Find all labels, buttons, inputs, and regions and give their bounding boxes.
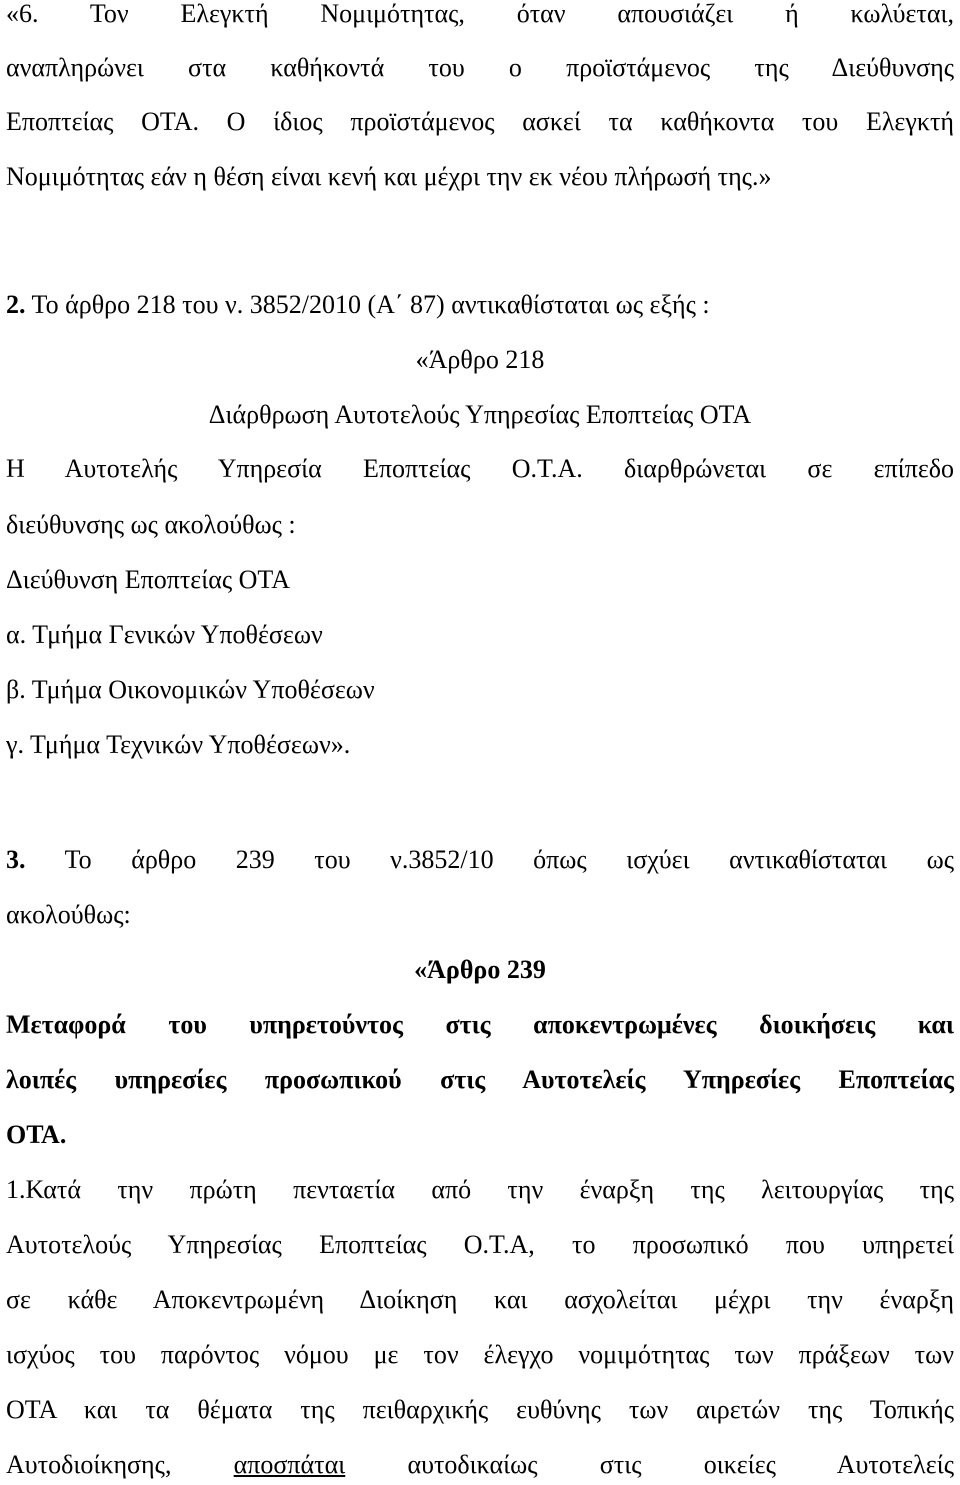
paragraph-line: αναπληρώνει στα καθήκοντά του ο προϊστάμενος της Διεύθυνσης [6, 53, 954, 82]
paragraph-line: Εποπτείας ΟΤΑ. Ο ίδιος προϊστάμενος ασκεί τα καθήκοντα του Ελεγκτή [6, 107, 954, 136]
paragraph-line: ακολούθως: [6, 900, 131, 929]
paragraph-line: «6. Τον Ελεγκτή Νομιμότητας, όταν απουσιάζει ή κωλύεται, [6, 0, 954, 28]
section-number: 2. [6, 290, 26, 319]
paragraph-line: ισχύος του παρόντος νόμου με τον έλεγχο νομιμότητας των πράξεων των [6, 1340, 954, 1369]
article-heading: «Άρθρο 218 [415, 345, 545, 374]
directorate-name: Διεύθυνση Εποπτείας ΟΤΑ [6, 565, 290, 594]
section-3-intro [6, 840, 954, 880]
paragraph-line: διεύθυνσης ως ακολούθως : [6, 510, 296, 539]
article-title: Διάρθρωση Αυτοτελούς Υπηρεσίας Εποπτείας ΟΤΑ [208, 400, 752, 429]
paragraph-line [6, 1445, 954, 1485]
article-heading: «Άρθρο 239 [414, 955, 546, 984]
article-title-line: λοιπές υπηρεσίες προσωπικού στις Αυτοτελείς Υπηρεσίες Εποπτείας [6, 1065, 954, 1094]
section-2-intro [6, 285, 954, 325]
article-title-line: Μεταφορά του υπηρετούντος στις αποκεντρωμένες διοικήσεις και [6, 1010, 954, 1039]
list-item: γ. Τμήμα Τεχνικών Υποθέσεων». [6, 730, 351, 759]
paragraph-line: Αυτοτελούς Υπηρεσίας Εποπτείας Ο.Τ.Α, το προσωπικό που υπηρετεί [6, 1230, 954, 1259]
article-title-line: ΟΤΑ. [6, 1120, 67, 1149]
line-text: αυτοδικαίως στις οικείες Αυτοτελείς [345, 1450, 954, 1479]
paragraph-line: Η Αυτοτελής Υπηρεσία Εποπτείας Ο.Τ.Α. διαρθρώνεται σε επίπεδο [6, 454, 954, 483]
underlined-word: αποσπάται [233, 1450, 346, 1479]
paragraph-line: Νομιμότητας εάν η θέση είναι κενή και μέχρι την εκ νέου πλήρωσή της.» [6, 162, 772, 191]
paragraph-line: ΟΤΑ και τα θέματα της πειθαρχικής ευθύνης των αιρετών της Τοπικής [6, 1395, 954, 1424]
list-item: β. Τμήμα Οικονομικών Υποθέσεων [6, 675, 375, 704]
paragraph-line: σε κάθε Αποκεντρωμένη Διοίκηση και ασχολείται μέχρι την έναρξη [6, 1285, 954, 1314]
section-number: 3. [6, 845, 26, 874]
section-intro-text: Το άρθρο 218 του ν. 3852/2010 (Α΄ 87) αντικαθίσταται ως εξής : [25, 290, 710, 319]
section-intro-text: Το άρθρο 239 του ν.3852/10 όπως ισχύει αντικαθίσταται ως [25, 845, 954, 874]
line-text: Αυτοδιοίκησης, [6, 1450, 234, 1479]
list-item: α. Τμήμα Γενικών Υποθέσεων [6, 620, 323, 649]
paragraph-line: 1.Κατά την πρώτη πενταετία από την έναρξη της λειτουργίας της [6, 1175, 954, 1204]
